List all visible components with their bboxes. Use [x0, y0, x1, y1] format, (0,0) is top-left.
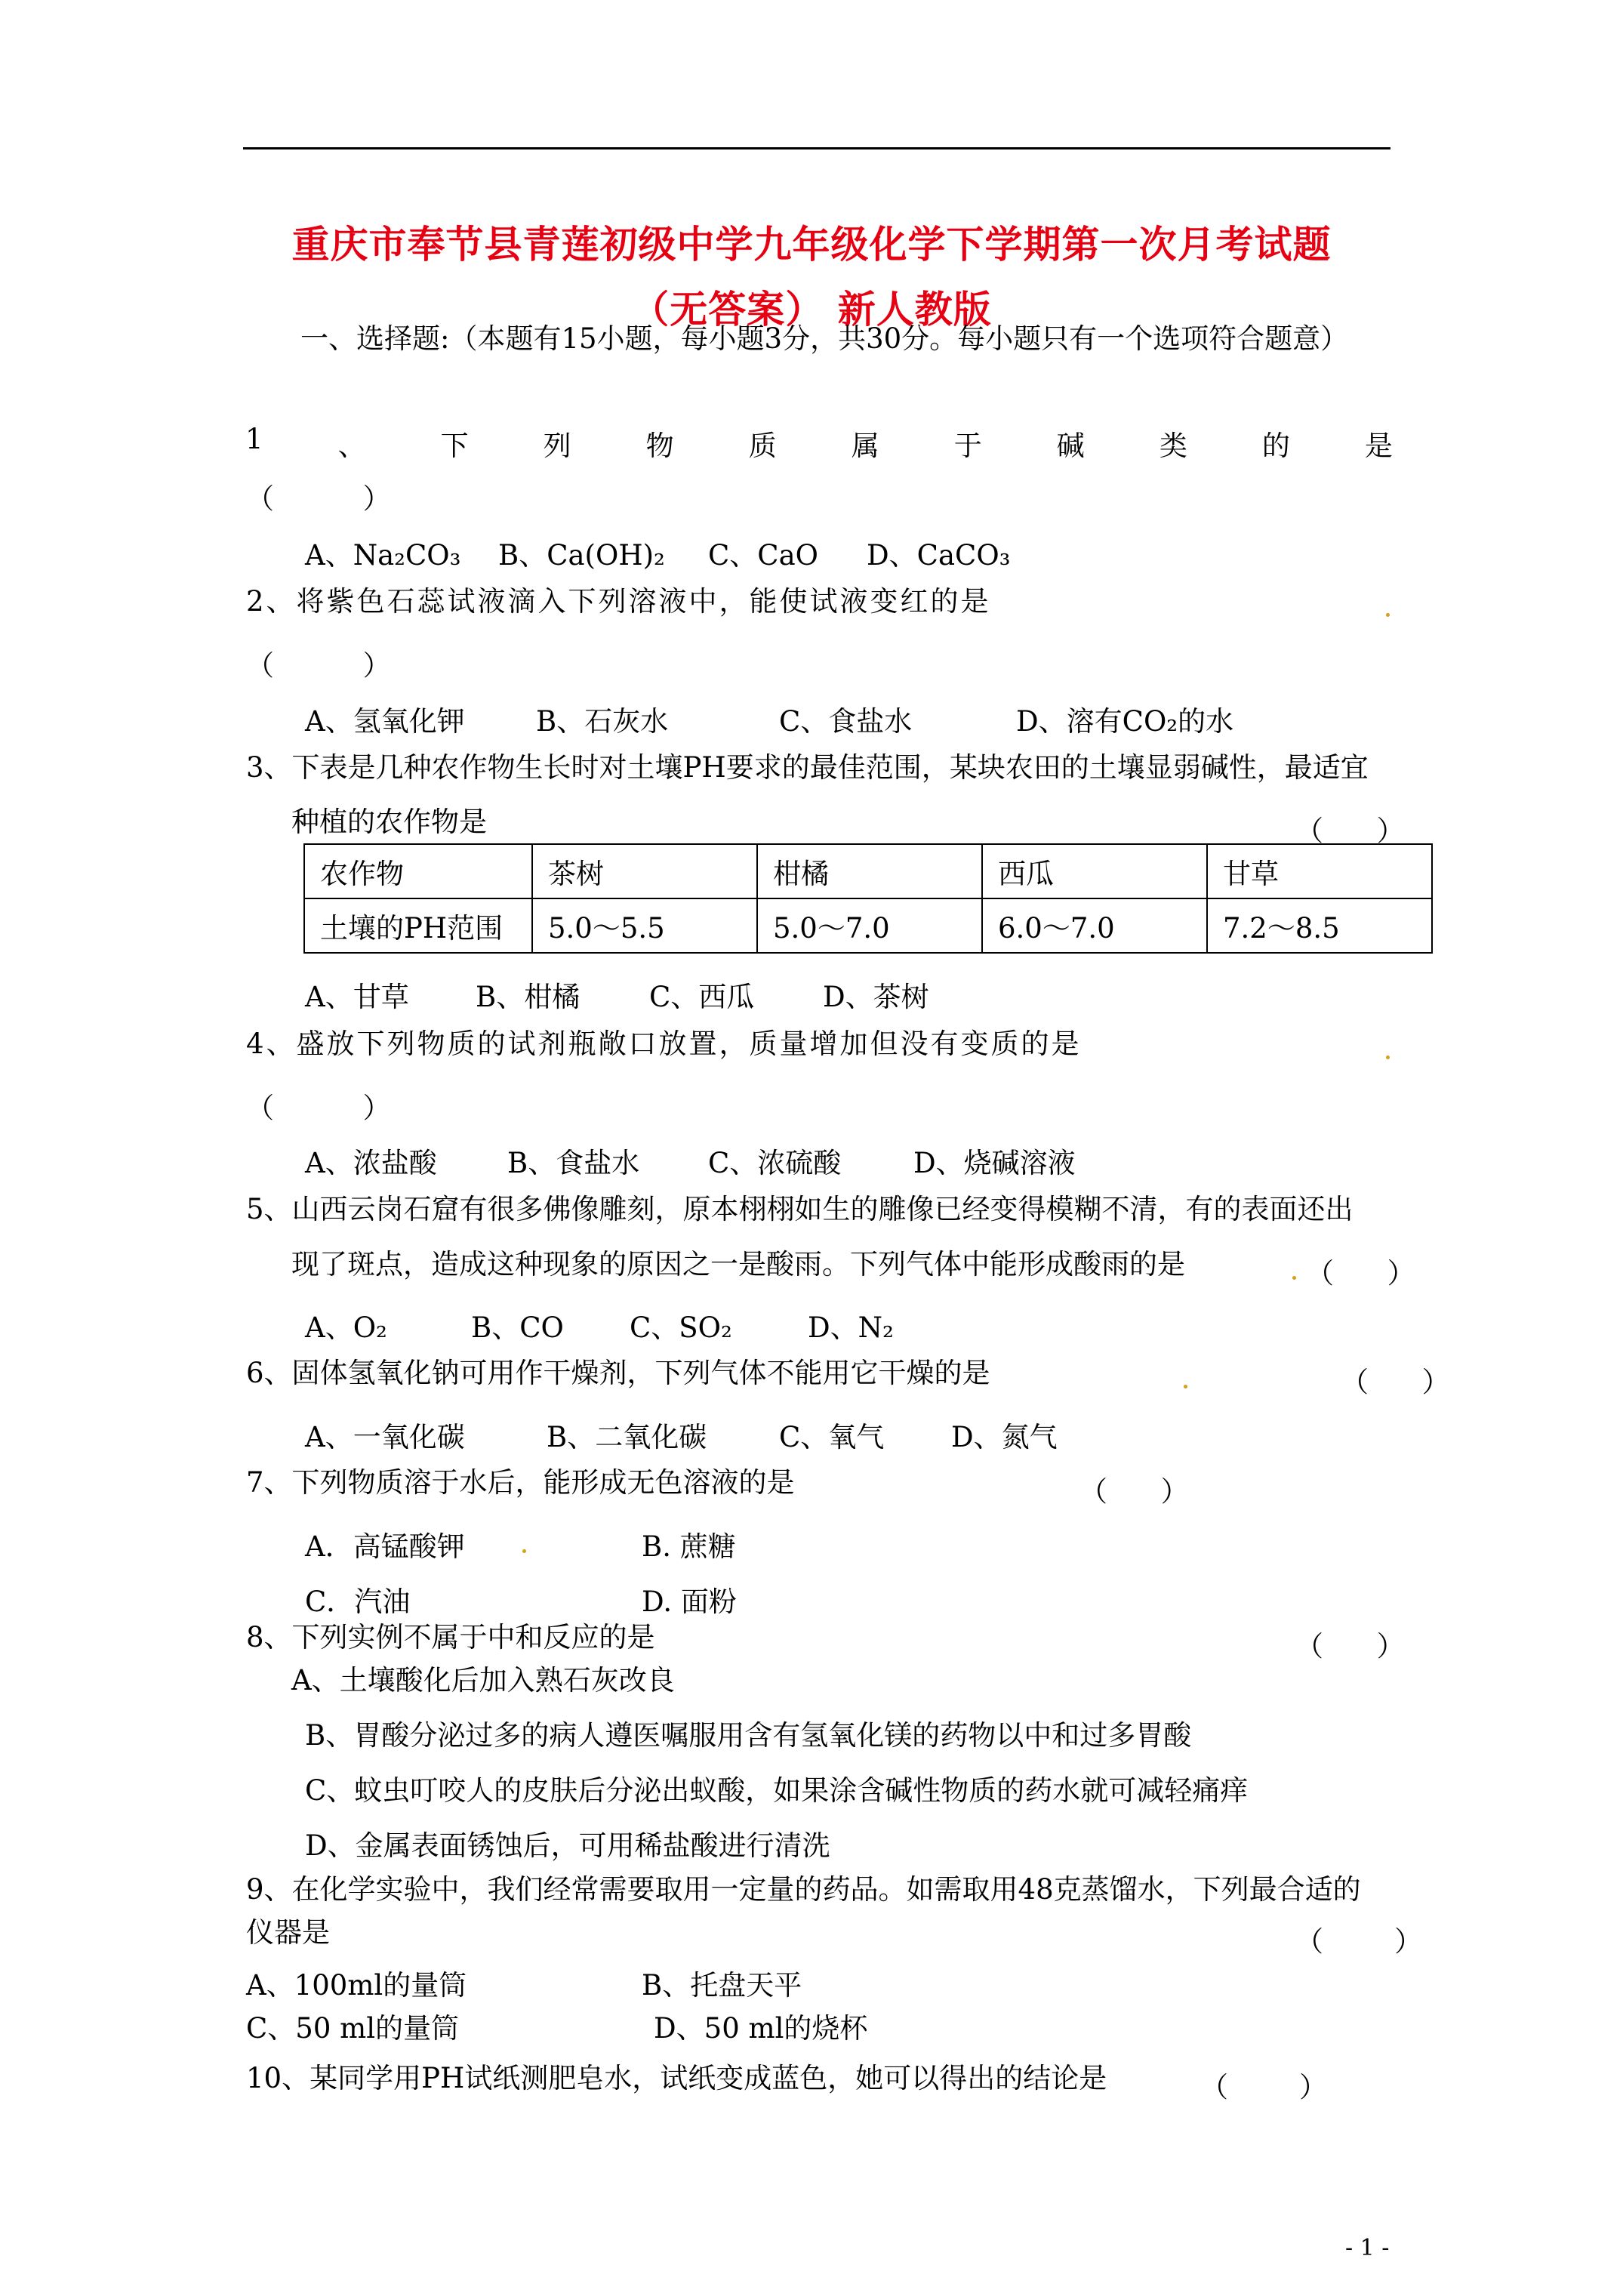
- table-header-row: [304, 844, 1432, 898]
- option-d: D、茶树: [823, 981, 929, 1013]
- option-a: A．高锰酸钾: [305, 1530, 465, 1563]
- option-d: D、N₂: [808, 1311, 894, 1344]
- option-b: B、石灰水: [536, 705, 669, 738]
- mark-dot: [1386, 613, 1390, 617]
- question-5-stem-line-2: 现了斑点，造成这种现象的原因之一是酸雨。下列气体中能形成酸雨的是: [291, 1248, 1185, 1281]
- option-d: D、氮气: [951, 1421, 1058, 1453]
- table-cell: 西瓜: [982, 844, 1207, 898]
- question-9-paren: （ ）: [1295, 1925, 1423, 1958]
- table-cell: 甘草: [1207, 844, 1432, 898]
- question-9-stem-line-1: 9、在化学实验中，我们经常需要取用一定量的药品。如需取用48克蒸馏水，下列最合适的: [246, 1873, 1361, 1906]
- table-cell: 茶树: [532, 844, 757, 898]
- option-a: A、100ml的量筒: [246, 1969, 467, 2002]
- mark-dot: [522, 1549, 526, 1553]
- question-7-stem: 7、下列物质溶于水后，能形成无色溶液的是: [246, 1466, 795, 1499]
- option-d: D、烧碱溶液: [913, 1147, 1076, 1179]
- question-5-paren: （ ）: [1306, 1257, 1415, 1290]
- option-b: B、食盐水: [507, 1147, 640, 1179]
- option-c: C、氧气: [779, 1421, 885, 1453]
- table-cell: 土壤的PH范围: [304, 898, 532, 953]
- option-d: D、CaCO₃: [867, 539, 1011, 572]
- question-10-paren: （ ）: [1200, 2071, 1328, 2103]
- option-a: A、浓盐酸: [305, 1147, 437, 1179]
- question-2-paren: （ ）: [246, 649, 391, 682]
- question-8-stem: 8、下列实例不属于中和反应的是: [246, 1621, 655, 1653]
- option-a: A、Na₂CO₃: [305, 539, 461, 572]
- title-line-1: 重庆市奉节县青莲初级中学九年级化学下学期第一次月考试题: [291, 222, 1332, 267]
- option-a: A、O₂: [305, 1311, 387, 1344]
- option-b: B、Ca(OH)₂: [498, 539, 665, 572]
- mark-dot: [1386, 1056, 1390, 1059]
- question-7-paren: （ ）: [1079, 1475, 1189, 1508]
- question-1-stem: 1 、 下 列 物 质 属 于 碱 类 的 是: [245, 423, 1393, 462]
- table-row: [304, 898, 1432, 953]
- option-b: B、CO: [471, 1311, 564, 1344]
- question-6-paren: （ ）: [1341, 1366, 1450, 1398]
- option-b: B、柑橘: [476, 981, 581, 1013]
- option-a: A、甘草: [305, 981, 409, 1013]
- question-9-stem-line-2: 仪器是: [246, 1916, 330, 1949]
- option-c: C、西瓜: [649, 981, 755, 1013]
- option-c: C、50 ml的量筒: [246, 2012, 460, 2045]
- table-cell: 6.0～7.0: [982, 898, 1207, 953]
- question-8-option-c: C、蚊虫叮咬人的皮肤后分泌出蚁酸，如果涂含碱性物质的药水就可减轻痛痒: [305, 1774, 1249, 1807]
- question-4-stem: 4、盛放下列物质的试剂瓶敞口放置，质量增加但没有变质的是: [246, 1028, 1082, 1060]
- table-cell: 农作物: [304, 844, 532, 898]
- question-8-paren: （ ）: [1295, 1630, 1405, 1663]
- ph-range-table: [303, 843, 1433, 954]
- option-b: B、托盘天平: [642, 1969, 802, 2002]
- question-6-stem: 6、固体氢氧化钠可用作干燥剂，下列气体不能用它干燥的是: [246, 1357, 990, 1389]
- table-cell: 5.0～7.0: [757, 898, 982, 953]
- page-number: - 1 -: [1345, 2235, 1390, 2261]
- option-c: C、CaO: [708, 539, 819, 572]
- option-d: D、溶有CO₂的水: [1016, 705, 1234, 738]
- question-3-stem-line-2: 种植的农作物是: [291, 806, 487, 838]
- option-b: B. 蔗糖: [642, 1530, 736, 1563]
- question-4-paren: （ ）: [246, 1092, 391, 1124]
- table-cell: 7.2～8.5: [1207, 898, 1432, 953]
- question-3-paren: （ ）: [1295, 815, 1405, 847]
- question-1-paren: （ ）: [246, 482, 391, 515]
- title-line-2: （无答案） 新人教版: [631, 287, 992, 331]
- question-3-stem-line-1: 3、下表是几种农作物生长时对土壤PH要求的最佳范围，某块农田的土壤显弱碱性，最适宜: [246, 751, 1369, 784]
- question-8-option-a: A、土壤酸化后加入熟石灰改良: [291, 1664, 675, 1697]
- option-b: B、二氧化碳: [547, 1421, 707, 1453]
- mark-dot: [1292, 1276, 1296, 1280]
- question-2-stem: 2、将紫色石蕊试液滴入下列溶液中，能使试液变红的是: [246, 585, 991, 618]
- option-c: C、食盐水: [779, 705, 913, 738]
- question-10-stem: 10、某同学用PH试纸测肥皂水，试纸变成蓝色，她可以得出的结论是: [246, 2062, 1107, 2094]
- table-cell: 柑橘: [757, 844, 982, 898]
- header-rule: [243, 147, 1390, 149]
- question-5-stem-line-1: 5、山西云岗石窟有很多佛像雕刻，原本栩栩如生的雕像已经变得模糊不清，有的表面还出: [246, 1193, 1354, 1225]
- question-8-option-b: B、胃酸分泌过多的病人遵医嘱服用含有氢氧化镁的药物以中和过多胃酸: [305, 1719, 1192, 1752]
- table-cell: 5.0～5.5: [532, 898, 757, 953]
- question-8-option-d: D、金属表面锈蚀后，可用稀盐酸进行清洗: [305, 1829, 830, 1862]
- section-heading: 一、选择题:（本题有15小题，每小题3分，共30分。每小题只有一个选项符合题意）: [300, 322, 1349, 355]
- option-c: C、SO₂: [630, 1311, 732, 1344]
- option-a: A、氢氧化钾: [305, 705, 465, 738]
- option-a: A、一氧化碳: [305, 1421, 465, 1453]
- option-c: C．汽油: [305, 1586, 411, 1618]
- mark-dot: [1184, 1385, 1187, 1388]
- option-d: D. 面粉: [642, 1586, 737, 1618]
- option-d: D、50 ml的烧杯: [654, 2012, 868, 2045]
- option-c: C、浓硫酸: [708, 1147, 842, 1179]
